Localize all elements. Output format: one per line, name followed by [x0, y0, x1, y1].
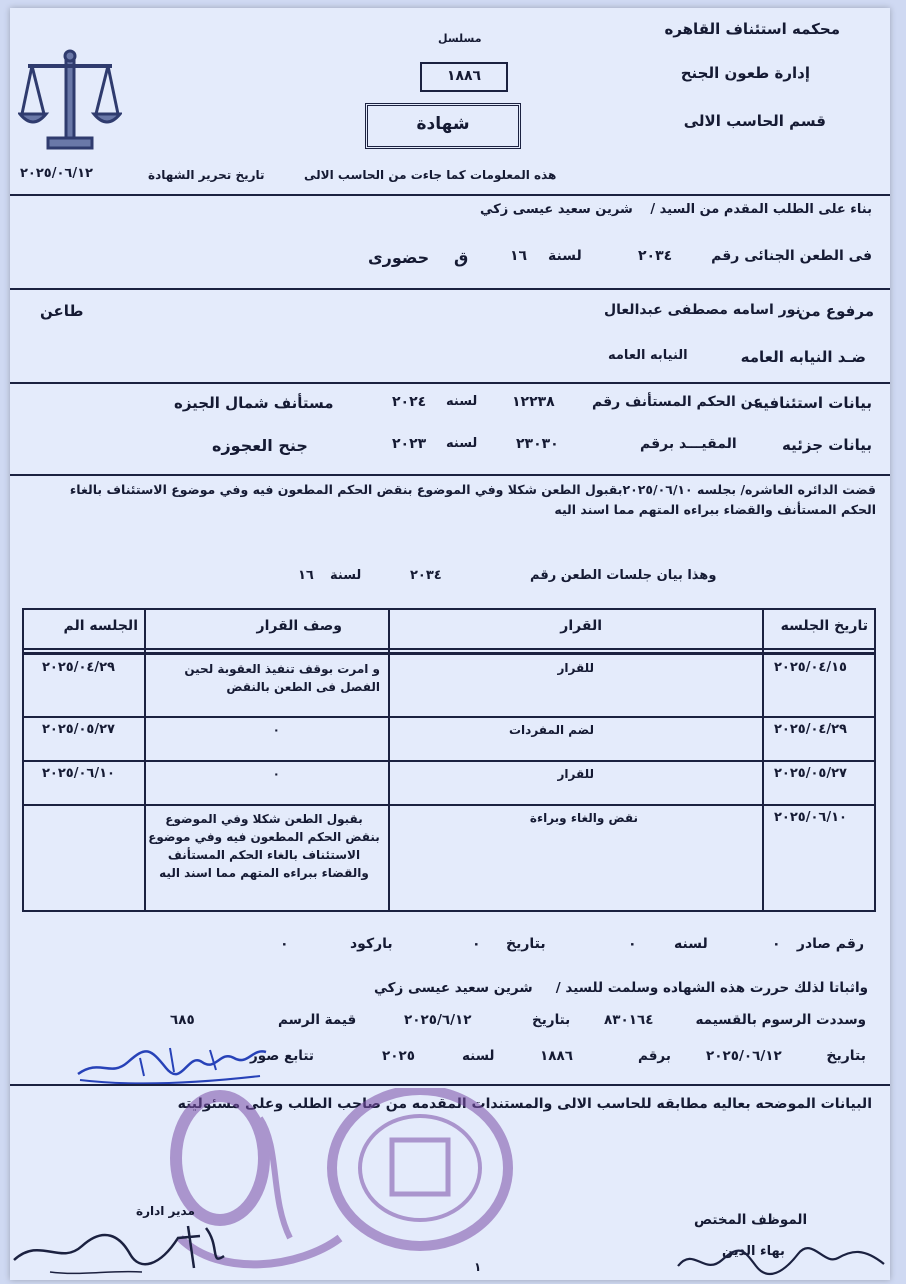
- against-label: ضـد النيابه العامه: [740, 348, 866, 366]
- divider: [10, 288, 890, 290]
- respondent-name: النيابه العامه: [608, 348, 688, 363]
- attendance-type: حضورى: [368, 248, 430, 267]
- row-description: و امرت بوقف تنفيذ العقوبة لحين الفصل فى الطعن بالنقض: [184, 662, 380, 694]
- row-date: ٢٠٢٥/٠٦/١٠: [774, 810, 847, 825]
- outgoing-year: ٠: [628, 936, 637, 952]
- row-next-date: ٢٠٢٥/٠٦/١٠: [42, 766, 115, 781]
- row-description: ٠: [272, 767, 280, 781]
- header-next-session: الجلسه الم: [63, 618, 138, 634]
- row-next-date: ٢٠٢٥/٠٥/٢٧: [42, 722, 115, 737]
- row-decision: لضم المفردات: [508, 723, 594, 737]
- sessions-caption: وهذا بيان جلسات الطعن رقم: [530, 568, 717, 583]
- sessions-year: ١٦: [298, 568, 314, 583]
- appellant-role: طاعن: [40, 302, 84, 320]
- row-description: بقبول الطعن شكلا وفي الموضوع بنقض الحكم المطعون فيه وفي موضوع الاستئناف بالغاء الحكم المستأنف والقضاء ببراءه المتهم مما اسند اليه: [148, 812, 380, 880]
- row-next-date: ٢٠٢٥/٠٤/٢٩: [42, 660, 115, 675]
- barcode-value: ٠: [280, 936, 289, 952]
- row-decision: للقرار: [557, 661, 594, 675]
- header-session-date: تاريخ الجلسه: [780, 618, 868, 634]
- divider: [10, 474, 890, 476]
- row-description: ٠: [272, 723, 280, 737]
- court-logo: [18, 46, 122, 156]
- title-box: [365, 103, 521, 149]
- outgoing-number: ٠: [772, 936, 781, 952]
- sessions-table: [22, 608, 876, 912]
- fees-date-label: بتاريخ: [532, 1012, 571, 1028]
- appellant-name: نور اسامه مصطفى عبدالعال: [604, 302, 801, 318]
- partial-ref: ٢٣٠٣٠: [516, 436, 559, 452]
- serial-box: ١٨٨٦: [420, 62, 508, 92]
- outgoing-year-label: لسنه: [674, 936, 708, 952]
- appeal-ref-year-label: لسنه: [446, 394, 478, 409]
- fee-amount-label: قيمة الرسم: [278, 1012, 357, 1028]
- employee-label: الموظف المختص: [694, 1212, 808, 1228]
- outgoing-number-label: رقم صادر: [796, 936, 864, 952]
- applicant-name: شرين سعيد عيسى زكي: [480, 202, 633, 217]
- fees-paid-label: وسددت الرسوم بالقسيمه: [695, 1012, 866, 1028]
- section-name: قسم الحاسب الالى: [683, 112, 826, 130]
- divider: [10, 194, 890, 196]
- header-decision-description: وصف القرار: [256, 618, 342, 634]
- receipt-number: ٨٣٠١٦٤: [604, 1012, 654, 1028]
- department-name: إدارة طعون الجنح: [680, 64, 810, 82]
- partial-data-label: بيانات جزئيه: [782, 436, 872, 454]
- row-decision: للقرار: [557, 767, 594, 781]
- dated-year-label: لسنه: [462, 1048, 495, 1064]
- appeal-ref-label: عن الحكم المستأنف رقم: [592, 394, 763, 410]
- header-decision: القرار: [560, 618, 602, 634]
- barcode-label: باركود: [350, 936, 393, 952]
- handwritten-annotation: [70, 1028, 270, 1088]
- dated-number-label: برقم: [638, 1048, 671, 1064]
- partial-court: جنح العجوزه: [212, 436, 308, 455]
- proof-recipient: شرين سعيد عيسى زكي: [374, 980, 533, 996]
- appeal-ref: ١٢٢٣٨: [512, 394, 555, 410]
- employee-signature: [674, 1236, 888, 1280]
- certificate-title: شهادة: [416, 114, 470, 134]
- appeal-data-label: بيانات استئنافيه: [754, 394, 872, 412]
- ruling-text-line1: قضت الدائره العاشره/ بجلسه ٢٠٢٥/٠٦/١٠بقبول الطعن شكلا وفي الموضوع بنقض الحكم المطعون فيه وفي موضوع الاستئناف بالغاء: [69, 482, 876, 497]
- appeal-court: مستأنف شمال الجيزه: [174, 394, 334, 412]
- request-line: بناء على الطلب المقدم من السيد /: [650, 202, 872, 217]
- sessions-appeal-number: ٢٠٣٤: [410, 568, 442, 583]
- row-date: ٢٠٢٥/٠٤/٢٩: [774, 722, 847, 737]
- disclaimer: البيانات الموضحه بعاليه مطابقه للحاسب الالى والمستندات المقدمه من صاحب الطلب وعلى مسئوليته: [177, 1096, 872, 1112]
- serial-label: مسلسل: [438, 32, 482, 45]
- outgoing-date: ٠: [472, 936, 481, 952]
- follow-copies-label: تتابع صور: [250, 1048, 314, 1064]
- manager-label: مدير ادارة: [136, 1204, 195, 1218]
- dated-number: ١٨٨٦: [540, 1048, 573, 1064]
- partial-year-label: لسنه: [446, 436, 478, 451]
- appeal-year: ١٦: [510, 248, 528, 264]
- issue-date: ٢٠٢٥/٠٦/١٢: [20, 166, 93, 181]
- appeal-ref-year: ٢٠٢٤: [392, 394, 427, 410]
- fees-date: ٢٠٢٥/٦/١٢: [404, 1012, 472, 1028]
- appealed-by-label: مرفوع من: [797, 302, 874, 320]
- proof-line: واثباتا لذلك حررت هذه الشهاده وسلمت للسيد /: [555, 980, 868, 996]
- appeal-label: فى الطعن الجنائى رقم: [711, 248, 872, 264]
- divider: [10, 382, 890, 384]
- page-number: ١: [474, 1260, 482, 1274]
- issue-date-label: تاريخ تحرير الشهادة: [148, 168, 265, 182]
- partial-year: ٢٠٢٣: [392, 436, 427, 452]
- ruling-text-line2: الحكم المستأنف والقضاء ببراءه المتهم مما اسند اليه: [554, 502, 876, 517]
- source-note: هذه المعلومات كما جاءت من الحاسب الالى: [304, 168, 557, 182]
- row-decision: نقض والغاء وبراءة: [529, 811, 638, 825]
- dated-year: ٢٠٢٥: [382, 1048, 415, 1064]
- outgoing-date-label: بتاريخ: [506, 936, 546, 952]
- dated-label: بتاريخ: [826, 1048, 866, 1064]
- appeal-type: ق: [454, 248, 469, 267]
- partial-ref-label: المقيـــد برقم: [640, 436, 737, 452]
- manager-signature: [10, 1216, 230, 1276]
- divider: [10, 1084, 890, 1086]
- row-date: ٢٠٢٥/٠٥/٢٧: [774, 766, 847, 781]
- fee-amount: ٦٨٥: [170, 1012, 195, 1028]
- appeal-number: ٢٠٣٤: [638, 248, 673, 264]
- dated-date: ٢٠٢٥/٠٦/١٢: [706, 1048, 782, 1064]
- certificate-page: [10, 8, 890, 1280]
- sessions-year-label: لسنة: [330, 568, 362, 583]
- employee-name: بهاء الدين: [722, 1244, 785, 1259]
- court-name: محكمه استئناف القاهره: [664, 20, 840, 38]
- appeal-year-label: لسنة: [548, 248, 582, 264]
- row-date: ٢٠٢٥/٠٤/١٥: [774, 660, 847, 675]
